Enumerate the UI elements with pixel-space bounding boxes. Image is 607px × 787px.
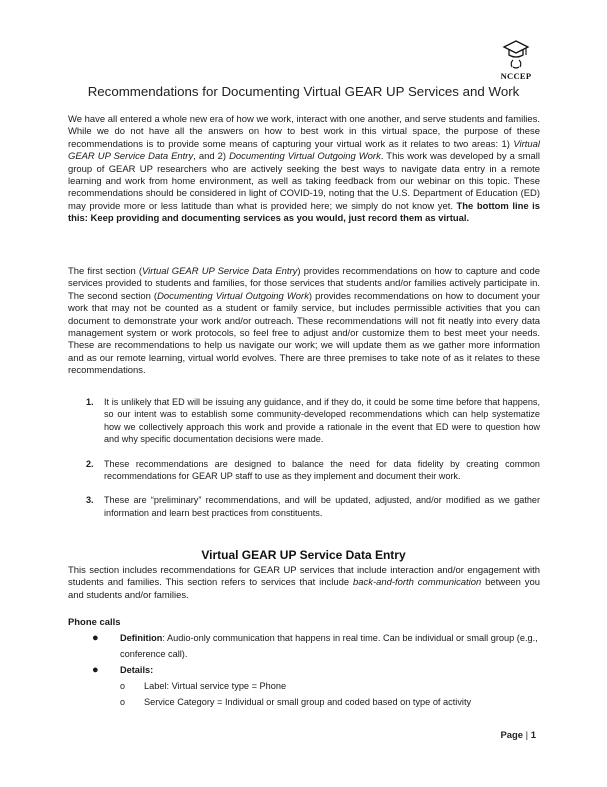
hollow-bullet-icon: o [120, 681, 126, 691]
detail-subitem: o Service Category = Individual or small group and coded based on type of activity [120, 694, 540, 710]
bullet-icon: ● [92, 632, 99, 644]
logo-wordmark: NCCEP [500, 71, 532, 81]
definition-item: ● Definition: Audio-only communication that happens in real time. Can be individual or small group (e.g., conference call). [92, 632, 538, 659]
details-item: ● Details: o Label: Virtual service type = Phone o Service Category = Individual or small group and coded based on type of activity [68, 662, 540, 710]
intro-paragraph: We have all entered a whole new era of how we work, interact with one another, and serve students and families. While we do not have all the answers on how to best work in this virtual space, the purpose of these recommendations is to provide some means of capturing your virtual work as it relates to two areas: 1) Virtual GEAR UP Service Data Entry, and 2) Documenting Virtual Outgoing Work. This work was developed by a small group of GEAR UP researchers who are actively seeking the best ways to navigate data entry in a remote learning and work from home environment, as well as taking feedback from our webinar on this topic. These recommendations should be considered in light of COVID-19, noting that the U.S. Department of Education (ED) may provide more or less latitude than what is provided here; we simply do not know yet. The bottom line is this: Keep providing and documenting services as you would, just record them as virtual. [68, 114, 541, 225]
sections-overview-paragraph: The first section (Virtual GEAR UP Service Data Entry) provides recommendations on how to capture and code services provided to students and families, for those services that students and/or families actively participate in. The second section (Documenting Virtual Outgoing Work) provides recommendations on how to document your work that may not be counted as a student or family service, but includes permissible activities that you can document to demonstrate your work and/or outreach. These recommendations will not fit neatly into every data management system or work protocols, so feel free to adjust and/or customize them to best meet your needs. These are recommendations to help us navigate our work; we will update them as we gather more information and as our remote learning, virtual world evolves. There are three premises to take note of as it relates to these recommendations. [68, 266, 541, 377]
premise-item: 2. These recommendations are designed to balance the need for data fidelity by creating common recommendations for GEAR UP staff to use as they implement and document their work. [86, 458, 540, 482]
phone-calls-heading: Phone calls [68, 617, 121, 628]
detail-subitem: o Label: Virtual service type = Phone [120, 678, 540, 694]
document-title: Recommendations for Documenting Virtual GEAR UP Services and Work [87, 84, 520, 99]
graduation-cap-icon [501, 38, 531, 70]
section-heading: Virtual GEAR UP Service Data Entry [201, 548, 406, 562]
premises-list [68, 396, 540, 531]
premise-item: 3. These are “preliminary” recommendations, and will be updated, adjusted, and/or modified as we gather information and learn best practices from constituents. [86, 495, 540, 518]
section-intro-paragraph: This section includes recommendations for GEAR UP services that include interaction and/or engagement with students and families. This section refers to services that include back-and-forth communication between you and students and/or families. [68, 565, 540, 601]
bottom-line-statement: The bottom line is this: Keep providing and documenting services as you would, just record them as virtual. [68, 200, 541, 225]
phone-calls-list [68, 630, 540, 710]
premise-item: 1. It is unlikely that ED will be issuing any guidance, and if they do, it could be some time before that happens, so our intent was to establish some community-developed recommendations which can help systematize how we collectively approach this work and provide a rationale in the event that ED were to question how and why specific documentation decisions were made. [86, 397, 540, 445]
nccep-logo [491, 38, 541, 84]
details-sublist [120, 678, 540, 710]
hollow-bullet-icon: o [120, 697, 126, 707]
bullet-icon: ● [92, 664, 99, 676]
page-number: Page | 1 [500, 730, 536, 741]
